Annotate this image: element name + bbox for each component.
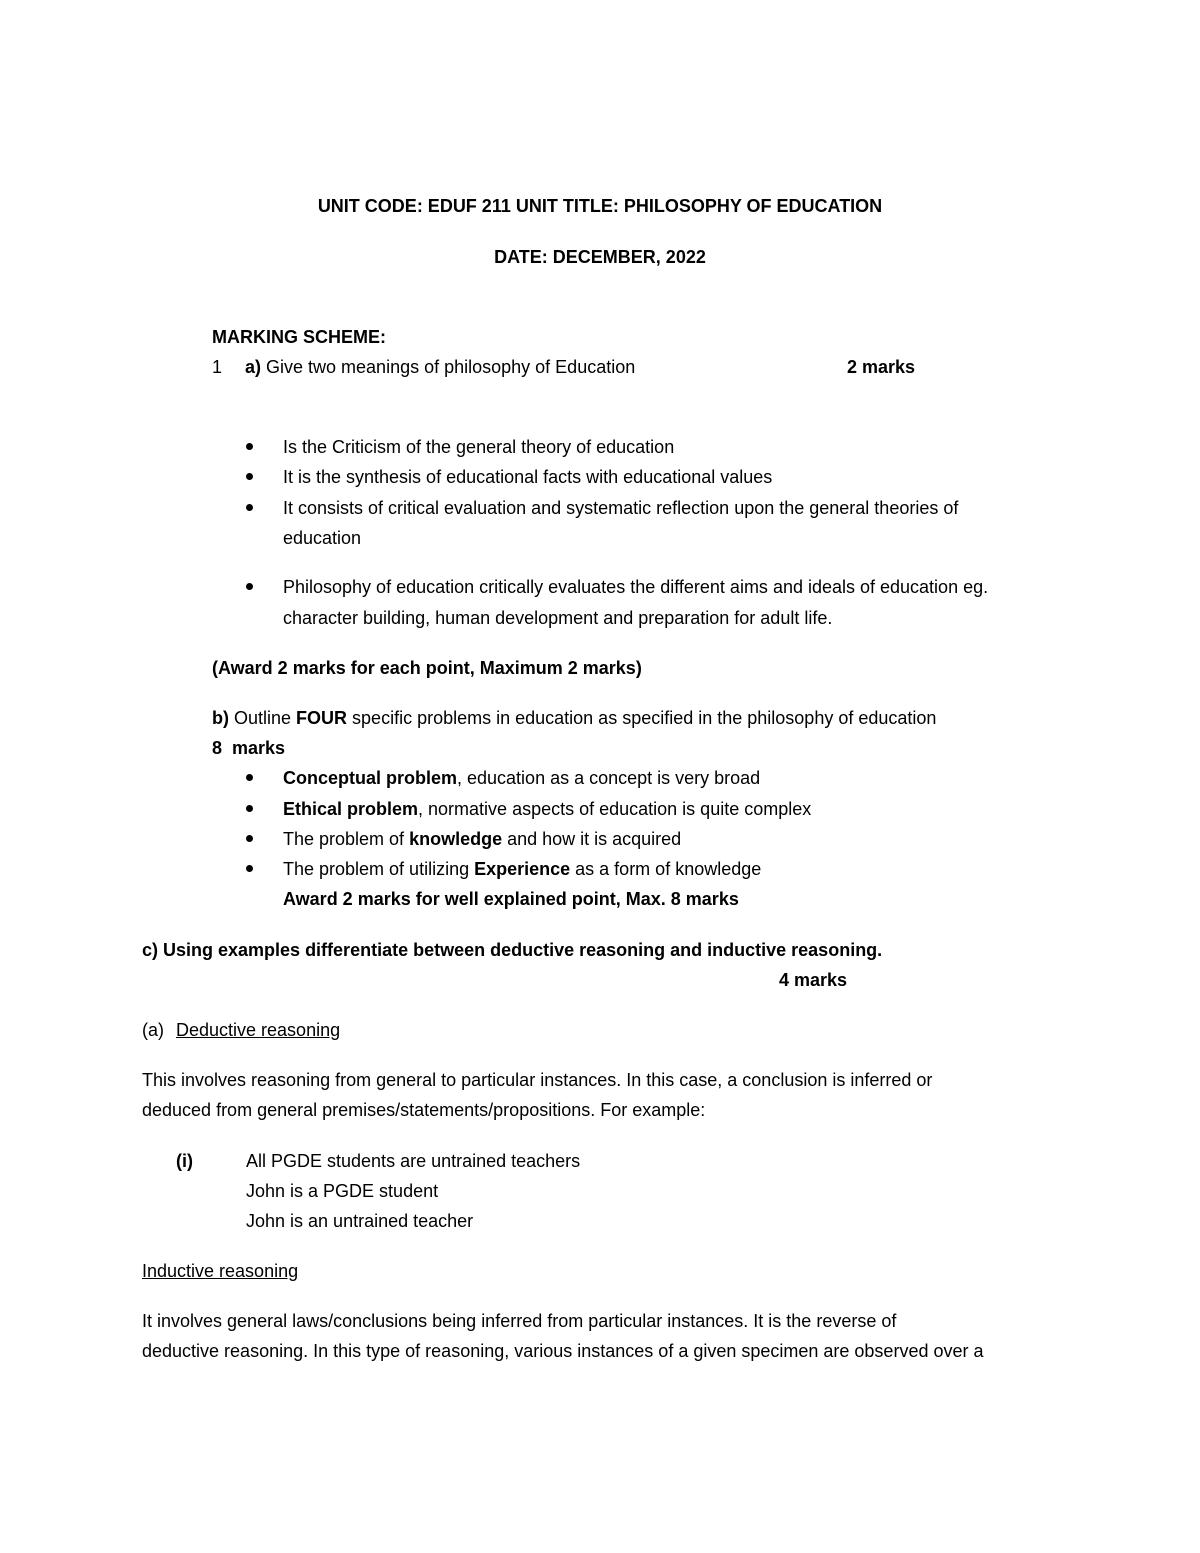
unit-header: UNIT CODE: EDUF 211 UNIT TITLE: PHILOSOPHY OF EDUCATION — [317, 196, 883, 216]
deductive-paragraph: This involves reasoning from general to particular instances. In this case, a conclusion is inferred or — [142, 1070, 933, 1090]
deductive-label: (a) — [142, 1020, 164, 1040]
question-number: 1 — [212, 357, 223, 377]
exam-date: DATE: DECEMBER, 2022 — [494, 247, 706, 267]
question-1a — [245, 356, 635, 378]
inductive-paragraph: deductive reasoning. In this type of reasoning, various instances of a given specimen are observed over a — [142, 1341, 984, 1361]
bullet-icon — [246, 805, 253, 812]
list-item: The problem of knowledge and how it is acquired — [283, 829, 682, 849]
example-line: All PGDE students are untrained teachers — [246, 1151, 581, 1171]
list-item: Philosophy of education critically evaluates the different aims and ideals of education eg. — [283, 577, 989, 597]
bullet-icon — [246, 835, 253, 842]
list-item: Ethical problem, normative aspects of education is quite complex — [283, 799, 812, 819]
question-1c-marks: 4 marks — [779, 970, 848, 990]
bullet-icon — [246, 583, 253, 590]
bullet-icon — [246, 865, 253, 872]
list-item-continuation: character building, human development and preparation for adult life. — [283, 608, 833, 628]
question-1c: c) Using examples differentiate between deductive reasoning and inductive reasoning. — [142, 940, 883, 960]
question-1a-marks: 2 marks — [847, 357, 916, 377]
example-line: John is an untrained teacher — [246, 1211, 474, 1231]
deductive-title: Deductive reasoning — [176, 1020, 341, 1040]
list-item: It is the synthesis of educational facts with educational values — [283, 467, 773, 487]
bullet-icon — [246, 504, 253, 511]
inductive-paragraph: It involves general laws/conclusions being inferred from particular instances. It is the reverse of — [142, 1311, 897, 1331]
list-item: Conceptual problem, education as a concept is very broad — [283, 768, 761, 788]
list-item: Is the Criticism of the general theory of education — [283, 437, 675, 457]
bullet-icon — [246, 443, 253, 450]
inductive-title: Inductive reasoning — [142, 1261, 299, 1281]
question-1b: b) Outline FOUR specific problems in education as specified in the philosophy of education — [212, 708, 937, 728]
example-line: John is a PGDE student — [246, 1181, 439, 1201]
bullet-icon — [246, 774, 253, 781]
question-1b-marks: 8 marks — [212, 738, 286, 758]
list-item: The problem of utilizing Experience as a form of knowledge — [283, 859, 762, 879]
example-label: (i) — [176, 1151, 193, 1171]
marking-scheme-heading: MARKING SCHEME: — [212, 327, 386, 347]
list-item-continuation: education — [283, 528, 362, 548]
question-1a-text: Give two meanings of philosophy of Education — [261, 357, 636, 377]
award-note-1b: Award 2 marks for well explained point, Max. 8 marks — [283, 889, 739, 909]
question-1a-prefix: a) — [245, 357, 262, 377]
list-item: It consists of critical evaluation and systematic reflection upon the general theories of — [283, 498, 959, 518]
award-note-1a: (Award 2 marks for each point, Maximum 2 marks) — [212, 658, 642, 678]
deductive-paragraph: deduced from general premises/statements/propositions. For example: — [142, 1100, 706, 1120]
bullet-icon — [246, 473, 253, 480]
